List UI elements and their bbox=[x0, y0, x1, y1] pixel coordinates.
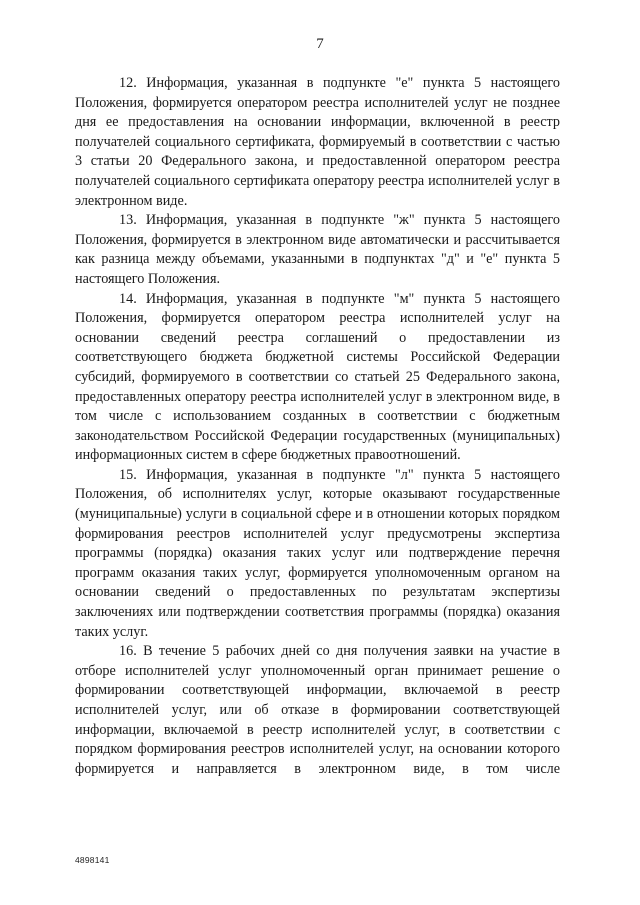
paragraph-13: 13. Информация, указанная в подпункте "ж" пункта 5 настоящего Положения, формируется в электронном виде автоматически и рассчитывается как разница между объемами, указанными в подпунктах "д" и "е" пункта 5 настоящего Положения. bbox=[75, 212, 560, 287]
document-code: 4898141 bbox=[75, 855, 110, 865]
paragraph-12: 12. Информация, указанная в подпункте "е" пункта 5 настоящего Положения, формируется оператором реестра исполнителей услуг не позднее дня ее предоставления на основании информации, включенной в реестр получателей социального сертификата, формируемый в соответствии с частью 3 статьи 20 Федерального закона, и предоставленной оператором реестра получателей социального сертификата оператору реестра исполнителей услуг в электронном виде. bbox=[75, 75, 560, 209]
document-body bbox=[75, 74, 560, 779]
paragraph-16: 16. В течение 5 рабочих дней со дня получения заявки на участие в отборе исполнителей услуг уполномоченный орган принимает решение о формировании соответствующей информации, включаемой в реестр исполнителей услуг, или об отказе в формировании соответствующей информации, включаемой в реестр исполнителей услуг, в соответствии с порядком формирования реестров исполнителей услуг, на основании которого формируется и направляется в электронном виде, в том числе bbox=[75, 643, 560, 777]
paragraph-14: 14. Информация, указанная в подпункте "м" пункта 5 настоящего Положения, формируется оператором реестра исполнителей услуг на основании сведений реестра соглашений о предоставлении из соответствующего бюджета бюджетной системы Российской Федерации субсидий, формируемого в соответствии со статьей 25 Федерального закона, предоставленных оператору реестра исполнителей услуг в электронном виде, в том числе с использованием созданных в соответствии с бюджетным законодательством Российской Федерации государственных (муниципальных) информационных систем в сфере бюджетных правоотношений. bbox=[75, 290, 560, 464]
page-number: 7 bbox=[316, 36, 324, 52]
paragraph-15: 15. Информация, указанная в подпункте "л" пункта 5 настоящего Положения, об исполнителях услуг, которые оказывают государственные (муниципальные) услуги в социальной сфере и в отношении которых порядком формирования реестров исполнителей услуг предусмотрены экспертиза программы (порядка) оказания таких услуг или подтверждение перечня программ оказания таких услуг, формируется уполномоченным органом на основании сведений о предоставленных по результатам экспертизы заключениях или подтверждении соответствия программы (порядка) оказания таких услуг. bbox=[75, 466, 560, 640]
